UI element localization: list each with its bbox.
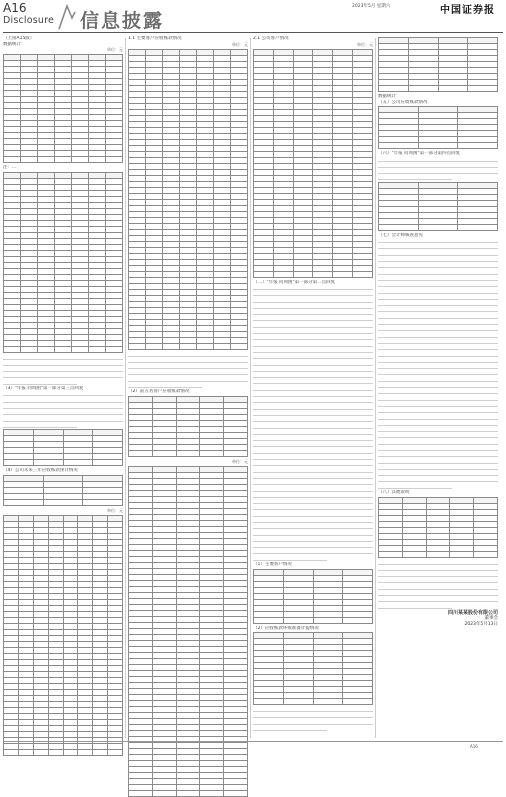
table-cell: [106, 157, 123, 163]
data-table: [3, 429, 123, 466]
text-line: [378, 270, 498, 275]
text-line: [253, 537, 373, 542]
text-paragraph: [253, 707, 373, 731]
table-row: [379, 551, 498, 557]
header-rule: [3, 32, 503, 33]
table-cell: [4, 346, 21, 352]
table-cell: [152, 450, 176, 456]
table-cell: [4, 749, 19, 755]
column-2: [128, 36, 248, 739]
column-heading: （上接A15版）: [3, 36, 35, 41]
text-line: [3, 404, 123, 409]
table-row: [254, 271, 373, 277]
table-cell: [418, 224, 458, 230]
text-line: [378, 364, 498, 369]
column-heading: 2.1 公司客户情况: [253, 36, 289, 41]
table-row: [4, 749, 123, 755]
table-cell: [254, 699, 284, 705]
ribbon-icon: [58, 4, 76, 30]
text-line: [253, 449, 373, 454]
text-line: [378, 383, 498, 388]
table-cell: [200, 790, 224, 796]
table-cell: [129, 450, 153, 456]
table-cell: [343, 617, 373, 623]
table-cell: [63, 749, 78, 755]
table-cell: [438, 86, 468, 92]
table-cell: [254, 271, 274, 277]
table-cell: [93, 460, 123, 466]
text-line: [378, 251, 498, 256]
text-paragraph: [378, 157, 498, 181]
table-cell: [63, 460, 93, 466]
text-line: [378, 333, 498, 338]
text-line: [378, 477, 498, 482]
text-line: [378, 282, 498, 287]
text-line: [253, 367, 373, 372]
data-table: [3, 475, 123, 506]
text-line: [378, 471, 498, 476]
table-row: [4, 157, 123, 163]
text-line: [253, 455, 373, 460]
text-line: [378, 244, 498, 249]
section-label: （3）"年报 问询函"第一部分第三点回复: [3, 385, 84, 391]
text-paragraph: [128, 352, 248, 388]
section-label: （1）主要客户情况: [253, 562, 292, 568]
text-line: [3, 391, 123, 396]
table-cell: [55, 157, 72, 163]
table-cell: [224, 790, 248, 796]
text-line: [378, 320, 498, 325]
table-cell: [197, 343, 214, 349]
table-cell: [426, 551, 450, 557]
text-line: [3, 367, 123, 372]
table-cell: [83, 499, 123, 505]
text-line: [253, 379, 373, 384]
text-line: [378, 307, 498, 312]
data-table: [253, 569, 373, 624]
table-cell: [18, 749, 33, 755]
text-line: [128, 370, 248, 375]
text-line: [253, 512, 373, 517]
section-label: 注：...: [3, 165, 17, 170]
table-cell: [89, 346, 106, 352]
data-table: [253, 49, 373, 278]
text-line: [3, 417, 123, 422]
table-cell: [33, 749, 48, 755]
section-label: 数据统计：: [378, 94, 401, 99]
table-cell: [176, 790, 200, 796]
table-cell: [450, 551, 474, 557]
table-cell: [55, 346, 72, 352]
text-line: [253, 493, 373, 498]
newspaper-logo: 中国证券报: [440, 5, 495, 16]
text-line: [3, 361, 123, 366]
data-table: [3, 54, 123, 163]
data-table: [128, 49, 248, 350]
text-line: [253, 474, 373, 479]
text-line: [253, 291, 373, 296]
text-paragraph: [378, 560, 498, 609]
column-4: [378, 36, 498, 739]
text-line: [253, 398, 373, 403]
text-line: [253, 316, 373, 321]
table-cell: [72, 346, 89, 352]
table-cell: [108, 749, 123, 755]
text-line: [378, 484, 452, 489]
table-cell: [93, 749, 108, 755]
text-line: [378, 352, 498, 357]
column-1: [3, 36, 123, 739]
section-label: （4）公司未来三年应收账款预计情况: [3, 468, 78, 474]
text-line: [253, 417, 373, 422]
unit-note: 单位：元: [232, 41, 248, 47]
table-cell: [214, 343, 231, 349]
signature-company: 四川某某股份有限公司: [447, 609, 498, 616]
table-cell: [4, 157, 21, 163]
table-cell: [72, 157, 89, 163]
data-table: [3, 172, 123, 353]
section-label: （七）会计师核查意见: [378, 232, 423, 238]
text-line: [378, 370, 498, 375]
table-cell: [293, 271, 313, 277]
table-cell: [180, 343, 197, 349]
table-cell: [152, 790, 176, 796]
column-3: [253, 36, 373, 739]
unit-note: 单位：元: [107, 507, 123, 513]
table-cell: [38, 346, 55, 352]
text-line: [378, 358, 498, 363]
issue-date: 2023年5月 星期六: [352, 4, 391, 9]
text-line: [253, 543, 373, 548]
table-cell: [379, 143, 419, 149]
table-cell: [313, 617, 343, 623]
text-line: [378, 295, 498, 300]
table-cell: [21, 346, 38, 352]
text-line: [253, 480, 373, 485]
text-line: [253, 531, 373, 536]
text-line: [253, 298, 373, 303]
table-row: [254, 699, 373, 705]
text-line: [253, 354, 373, 359]
text-line: [253, 726, 327, 731]
text-line: [253, 424, 373, 429]
text-line: [378, 263, 498, 268]
text-line: [128, 377, 248, 382]
text-line: [253, 411, 373, 416]
table-row: [379, 143, 498, 149]
table-cell: [283, 699, 313, 705]
text-paragraph: [3, 391, 123, 427]
text-line: [128, 383, 202, 388]
table-cell: [4, 460, 34, 466]
text-line: [128, 358, 248, 363]
table-row: [129, 790, 248, 796]
section-label: 数据统计：: [3, 41, 26, 47]
data-table: [128, 466, 248, 797]
text-line: [378, 389, 498, 394]
text-line: [378, 446, 498, 451]
text-line: [253, 461, 373, 466]
text-line: [253, 348, 373, 353]
text-paragraph: [253, 285, 373, 561]
table-cell: [333, 271, 353, 277]
text-line: [378, 604, 452, 609]
table-cell: [468, 86, 498, 92]
table-cell: [129, 790, 153, 796]
table-cell: [176, 450, 200, 456]
table-row: [379, 224, 498, 230]
table-row: [254, 617, 373, 623]
text-line: [128, 352, 248, 357]
text-line: [253, 373, 373, 378]
text-line: [378, 427, 498, 432]
data-table: [378, 182, 498, 231]
table-cell: [474, 551, 498, 557]
text-line: [3, 380, 77, 385]
table-cell: [146, 343, 163, 349]
table-cell: [21, 157, 38, 163]
section-label: Disclosure: [3, 15, 55, 26]
section-label: （五）公司应收账款情况: [378, 99, 428, 105]
text-line: [378, 591, 498, 596]
table-cell: [163, 343, 180, 349]
text-line: [378, 452, 498, 457]
text-line: [253, 386, 373, 391]
text-line: [378, 175, 452, 180]
table-cell: [4, 499, 44, 505]
text-line: [378, 465, 498, 470]
table-cell: [231, 343, 248, 349]
signature-date: 2023年5月13日: [464, 621, 498, 627]
text-line: [378, 433, 498, 438]
text-line: [3, 355, 123, 360]
table-cell: [379, 86, 409, 92]
text-line: [253, 549, 373, 554]
table-cell: [48, 749, 63, 755]
table-cell: [106, 346, 123, 352]
text-line: [253, 361, 373, 366]
text-line: [253, 304, 373, 309]
text-line: [253, 499, 373, 504]
section-label: （八）其他说明: [378, 490, 410, 496]
column-divider: [125, 38, 126, 738]
table-cell: [273, 271, 293, 277]
text-line: [378, 578, 498, 583]
data-table: [3, 515, 123, 756]
text-line: [253, 524, 373, 529]
table-cell: [379, 224, 419, 230]
text-line: [378, 402, 498, 407]
table-cell: [402, 551, 426, 557]
text-line: [378, 421, 498, 426]
table-cell: [418, 143, 458, 149]
text-line: [378, 408, 498, 413]
text-line: [378, 257, 498, 262]
text-line: [378, 572, 498, 577]
text-line: [378, 169, 498, 174]
section-label: （二）"年报 问询函"第一部分第二点回复: [253, 279, 336, 285]
text-line: [253, 329, 373, 334]
table-cell: [43, 499, 83, 505]
table-row: [4, 499, 123, 505]
text-line: [378, 326, 498, 331]
unit-note: 单位：元: [107, 47, 123, 52]
text-line: [253, 436, 373, 441]
text-line: [378, 377, 498, 382]
table-cell: [129, 343, 146, 349]
column-divider: [375, 38, 376, 738]
data-table: [378, 497, 498, 558]
text-line: [378, 276, 498, 281]
text-line: [253, 556, 327, 561]
unit-note: 单位：元: [232, 458, 248, 464]
table-cell: [458, 224, 498, 230]
table-cell: [38, 157, 55, 163]
text-line: [253, 518, 373, 523]
text-line: [253, 405, 373, 410]
section-label: （2）前五名客户应收账款情况: [128, 389, 190, 395]
text-line: [3, 423, 77, 428]
section-label: （六）"年报 问询函"第一部分第四点回复: [378, 151, 461, 156]
table-cell: [353, 271, 373, 277]
text-paragraph: [378, 238, 498, 489]
page-title: 信息披露: [80, 10, 165, 32]
data-table: [128, 396, 248, 457]
text-line: [253, 430, 373, 435]
table-row: [4, 346, 123, 352]
text-line: [378, 339, 498, 344]
footer-rule: [3, 741, 503, 742]
text-line: [253, 392, 373, 397]
table-cell: [33, 460, 63, 466]
text-line: [378, 238, 498, 243]
table-cell: [408, 86, 438, 92]
page-number: A16: [470, 744, 478, 749]
table-cell: [458, 143, 498, 149]
text-line: [378, 157, 498, 162]
table-cell: [379, 551, 403, 557]
table-cell: [283, 617, 313, 623]
text-line: [253, 323, 373, 328]
table-cell: [343, 699, 373, 705]
text-line: [378, 560, 498, 565]
page-code: A16: [3, 1, 27, 15]
table-row: [129, 343, 248, 349]
table-cell: [313, 271, 333, 277]
text-line: [128, 364, 248, 369]
text-line: [253, 442, 373, 447]
text-line: [378, 566, 498, 571]
table-cell: [78, 749, 93, 755]
text-line: [378, 289, 498, 294]
text-line: [378, 396, 498, 401]
text-line: [253, 335, 373, 340]
table-cell: [254, 617, 284, 623]
table-row: [129, 450, 248, 456]
text-line: [378, 301, 498, 306]
page-header: [0, 0, 506, 34]
text-line: [378, 345, 498, 350]
signature-board: 董事会: [484, 615, 498, 621]
text-line: [378, 314, 498, 319]
table-cell: [224, 450, 248, 456]
text-line: [253, 342, 373, 347]
text-line: [253, 310, 373, 315]
column-heading: 1.1 主要客户应收账款情况: [128, 36, 182, 41]
text-line: [253, 720, 373, 725]
text-line: [253, 285, 373, 290]
text-line: [253, 487, 373, 492]
text-line: [253, 505, 373, 510]
text-line: [253, 707, 373, 712]
text-line: [3, 398, 123, 403]
text-line: [378, 459, 498, 464]
text-line: [378, 415, 498, 420]
data-table: [253, 632, 373, 705]
text-paragraph: [3, 355, 123, 385]
text-line: [253, 713, 373, 718]
table-cell: [313, 699, 343, 705]
table-cell: [200, 450, 224, 456]
text-line: [3, 410, 123, 415]
table-row: [4, 460, 123, 466]
data-table: [378, 37, 498, 92]
unit-note: 单位：元: [357, 41, 373, 47]
table-row: [379, 86, 498, 92]
table-cell: [89, 157, 106, 163]
text-line: [378, 440, 498, 445]
text-line: [3, 373, 123, 378]
column-divider: [250, 38, 251, 738]
text-line: [378, 163, 498, 168]
data-table: [378, 106, 498, 149]
text-line: [378, 597, 498, 602]
section-label: （2）应收账款坏账准备计提情况: [253, 625, 319, 631]
text-line: [253, 468, 373, 473]
text-line: [378, 585, 498, 590]
